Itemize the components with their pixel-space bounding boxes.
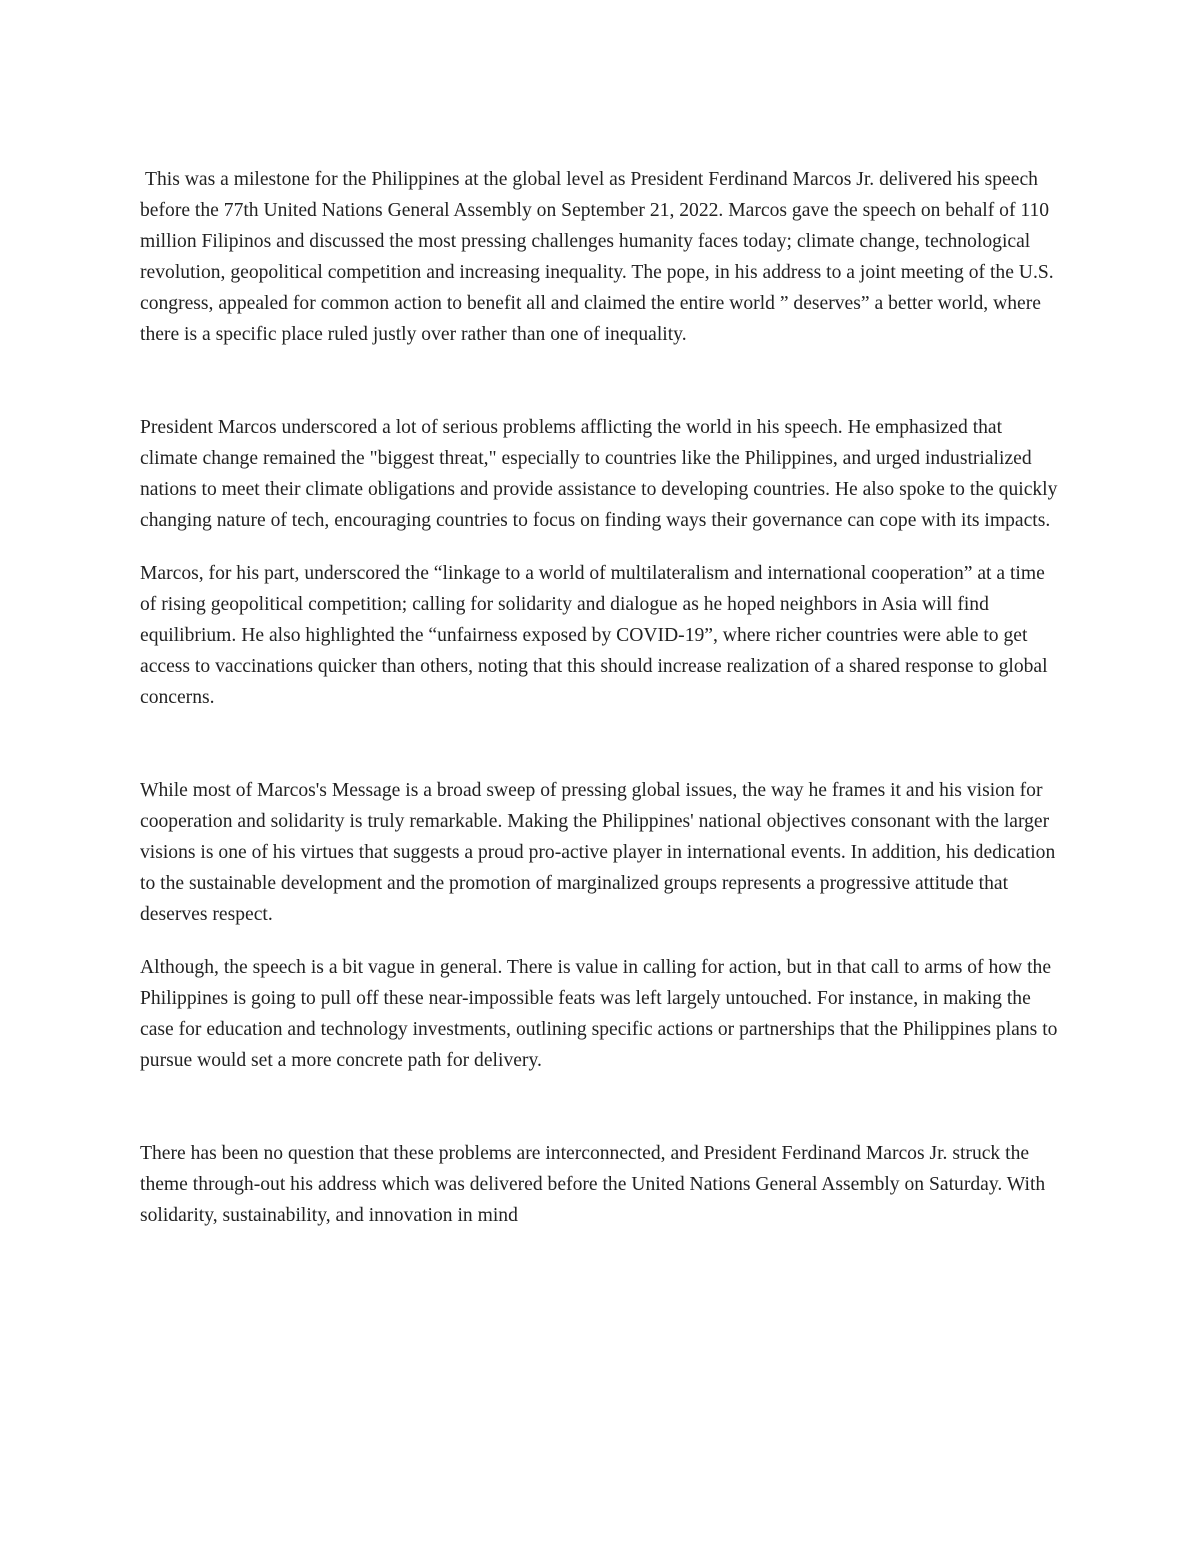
document-body xyxy=(140,164,1060,1231)
paragraph-assessment: While most of Marcos's Message is a broad sweep of pressing global issues, the way he frames it and his vision for cooperation and solidarity is truly remarkable. Making the Philippines' national objectives consonant with the larger visions is one of his virtues that suggests a proud pro-active player in international events. In addition, his dedication to the sustainable development and the promotion of marginalized groups represents a progressive attitude that deserves respect. xyxy=(140,780,1056,925)
paragraph-conclusion: There has been no question that these problems are interconnected, and President Ferdinand Marcos Jr. struck the theme through-out his address which was delivered before the United Nations General Assembly on Saturday. With solidarity, sustainability, and innovation in mind xyxy=(140,1143,1046,1226)
paragraph-problems: President Marcos underscored a lot of serious problems afflicting the world in his speech. He emphasized that climate change remained the "biggest threat," especially to countries like the Philippines, and urged industrialized nations to meet their climate obligations and provide assistance to developing countries. He also spoke to the quickly changing nature of tech, encouraging countries to focus on finding ways their governance can cope with its impacts. xyxy=(140,417,1058,531)
paragraph-critique: Although, the speech is a bit vague in general. There is value in calling for action, but in that call to arms of how the Philippines is going to pull off these near-impossible feats was left largely untouched. For instance, in making the case for education and technology investments, outlining specific actions or partnerships that the Philippines plans to pursue would set a more concrete path for delivery. xyxy=(140,957,1058,1071)
paragraph-intro: This was a milestone for the Philippines at the global level as President Ferdinand Marcos Jr. delivered his speech before the 77th United Nations General Assembly on September 21, 2022. Marcos gave the speech on behalf of 110 million Filipinos and discussed the most pressing challenges humanity faces today; climate change, technological revolution, geopolitical competition and increasing inequality. The pope, in his address to a joint meeting of the U.S. congress, appealed for common action to benefit all and claimed the entire world ” deserves” a better world, where there is a specific place ruled justly over rather than one of inequality. xyxy=(140,169,1054,345)
paragraph-multilateralism: Marcos, for his part, underscored the “linkage to a world of multilateralism and international cooperation” at a time of rising geopolitical competition; calling for solidarity and dialogue as he hoped neighbors in Asia will find equilibrium. He also highlighted the “unfairness exposed by COVID-19”, where richer countries were able to get access to vaccinations quicker than others, noting that this should increase realization of a shared response to global concerns. xyxy=(140,563,1048,708)
